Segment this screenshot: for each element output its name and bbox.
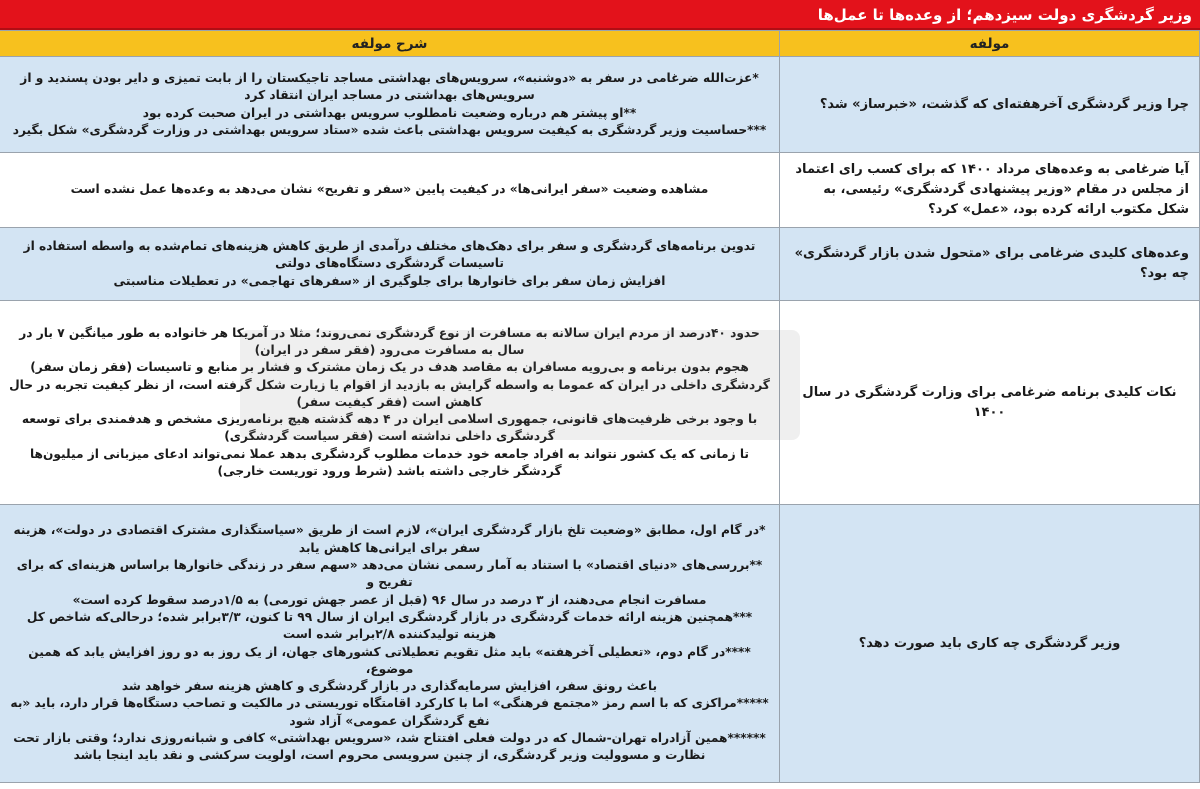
description-line: کاهش است (فقر کیفیت سفر)	[296, 394, 483, 409]
description-line: سال به مسافرت می‌رود (فقر سفر در ایران)	[254, 342, 525, 357]
components-table	[0, 30, 1200, 783]
table-row	[0, 301, 1200, 505]
description-line: مشاهده وضعیت «سفر ایرانی‌ها» در کیفیت پایین «سفر و تفریح» نشان می‌دهد به وعده‌ها عمل نشده است	[70, 182, 709, 197]
row-description	[0, 57, 780, 153]
table-row	[0, 505, 1200, 783]
table-row	[0, 57, 1200, 153]
description-line: تدوین برنامه‌های گردشگری و سفر برای دهک‌های مختلف درآمدی از طریق کاهش هزینه‌های تمام‌شده به واسطه استفاده از	[23, 239, 756, 254]
description-line: هجوم بدون برنامه و بی‌رویه مسافران به مقاصد هدف در یک زمان مشترک و فشار بر منابع و تاسیسات (فقر زمان سفر)	[30, 360, 749, 375]
description-line: نفع گردشگران عمومی» آزاد شود	[289, 713, 490, 728]
description-line: باعث رونق سفر، افزایش سرمایه‌گذاری در بازار گردشگری و کاهش هزینه سفر خواهد شد	[121, 679, 658, 694]
description-line: ***همچنین هزینه ارائه خدمات گردشگری در بازار گردشگری ایران از سال ۹۹ تا کنون، ۳/۳برابر شده؛ درحالی‌که شاخص کل	[26, 609, 753, 624]
description-line: با وجود برخی ظرفیت‌های قانونی، جمهوری اسلامی ایران در ۴ دهه گذشته هیچ برنامه‌ریزی مشخص و هدفمندی برای توسعه	[21, 412, 758, 427]
description-line: سرویس‌های بهداشتی در مساجد ایران انتقاد کرد	[244, 88, 535, 103]
description-line: گردشگری داخلی در ایران که عموما به واسطه گرایش به بازدید از اقوام یا زیارت شکل گرفته است، از نظر کیفیت تجربه در حال	[9, 377, 770, 392]
table-row	[0, 153, 1200, 228]
description-line: *****مراکزی که با اسم رمز «مجتمع فرهنگی» اما با کارکرد اقامتگاه توریستی در مالکیت و تصاحب دستگاه‌ها قرار دارد، باید «به	[10, 696, 769, 711]
description-line: نظارت و مسوولیت وزیر گردشگری، از چنین سرویسی محروم است، اولویت سرکشی و نقد باید اینجا باشد	[73, 748, 706, 763]
description-line: ****در گام دوم، «تعطیلی آخرهفته» باید مثل تقویم تعطیلاتی کشورهای جهان، از یک روز به دو روز افزایش یابد که همین موضوع،	[28, 644, 751, 676]
description-line: *در گام اول، مطابق «وضعیت تلخ بازار گردشگری ایران»، لازم است از طریق «سیاستگذاری مشترک اقتصادی در دولت»، هزینه	[13, 523, 766, 538]
header-description: شرح مولفه	[0, 31, 780, 57]
row-question: چرا وزیر گردشگری آخرهفته‌ای که گذشت، «خبرساز» شد؟	[780, 57, 1200, 153]
header-component: مولفه	[780, 31, 1200, 57]
row-question: نکات کلیدی برنامه ضرغامی برای وزارت گردشگری در سال ۱۴۰۰	[780, 301, 1200, 505]
description-line: گردشگر خارجی داشته باشد (شرط ورود توریست خارجی)	[217, 464, 562, 479]
row-description	[0, 301, 780, 505]
table-row	[0, 228, 1200, 301]
description-line: *عزت‌الله ضرغامی در سفر به «دوشنبه»، سرویس‌های بهداشتی مساجد تاجیکستان را از بابت تمیزی و دایر بودن پسندید و از	[20, 70, 759, 85]
row-question: وعده‌های کلیدی ضرغامی برای «متحول شدن بازار گردشگری» چه بود؟	[780, 228, 1200, 301]
row-question: وزیر گردشگری چه کاری باید صورت دهد؟	[780, 505, 1200, 783]
description-line: سفر برای ایرانی‌ها کاهش یابد	[298, 540, 481, 555]
row-description	[0, 228, 780, 301]
description-line: گردشگری داخلی نداشته است (فقر سیاست گردشگری)	[224, 429, 555, 444]
row-question: آیا ضرغامی به وعده‌های مرداد ۱۴۰۰ که برای کسب رای اعتماد از مجلس در مقام «وزیر پیشنهادی گردشگری» رئیسی، به شکل مکتوب ارائه کرده بود، «عمل» کرد؟	[780, 153, 1200, 228]
description-line: هزینه تولیدکننده ۲/۸برابر شده است	[282, 627, 497, 642]
description-line: مسافرت انجام می‌دهند، از ۳ درصد در سال ۹۶ (قبل از عصر جهش تورمی) به ۱/۵درصد سقوط کرده است»	[72, 592, 707, 607]
row-description	[0, 505, 780, 783]
page-title: وزیر گردشگری دولت سیزدهم؛ از وعده‌ها تا عمل‌ها	[0, 0, 1200, 30]
description-line: حدود ۴۰درصد از مردم ایران سالانه به مسافرت از نوع گردشگری نمی‌روند؛ مثلا در آمریکا هر خانواده به طور میانگین ۷ بار در	[19, 325, 760, 340]
description-line: افزایش زمان سفر برای خانوارها برای جلوگیری از «سفرهای تهاجمی» در تعطیلات مناسبتی	[113, 273, 666, 288]
description-line: ***حساسیت وزیر گردشگری به کیفیت سرویس بهداشتی باعث شده «ستاد سرویس بهداشتی در وزارت گردشگری» شکل بگیرد	[12, 122, 767, 137]
row-description	[0, 153, 780, 228]
description-line: تاسیسات گردشگری دستگاه‌های دولتی	[275, 256, 504, 271]
description-line: **او پیشتر هم درباره وضعیت نامطلوب سرویس بهداشتی در ایران صحبت کرده بود	[142, 105, 637, 120]
description-line: ******همین آزادراه تهران-شمال که در دولت فعلی افتتاح شد، «سرویس بهداشتی» کافی و شبانه‌روزی ندارد؛ وقتی بازار تحت	[13, 730, 766, 745]
description-line: تا زمانی که یک کشور نتواند به افراد جامعه خود خدمات مطلوب گردشگری بدهد عملا نمی‌تواند ادعای میزبانی از میلیون‌ها	[29, 446, 750, 461]
description-line: **بررسی‌های «دنیای اقتصاد» با استناد به آمار رسمی نشان می‌دهد «سهم سفر در زندگی خانوارها براساس هزینه‌ای که برای تفریح و	[16, 558, 763, 590]
